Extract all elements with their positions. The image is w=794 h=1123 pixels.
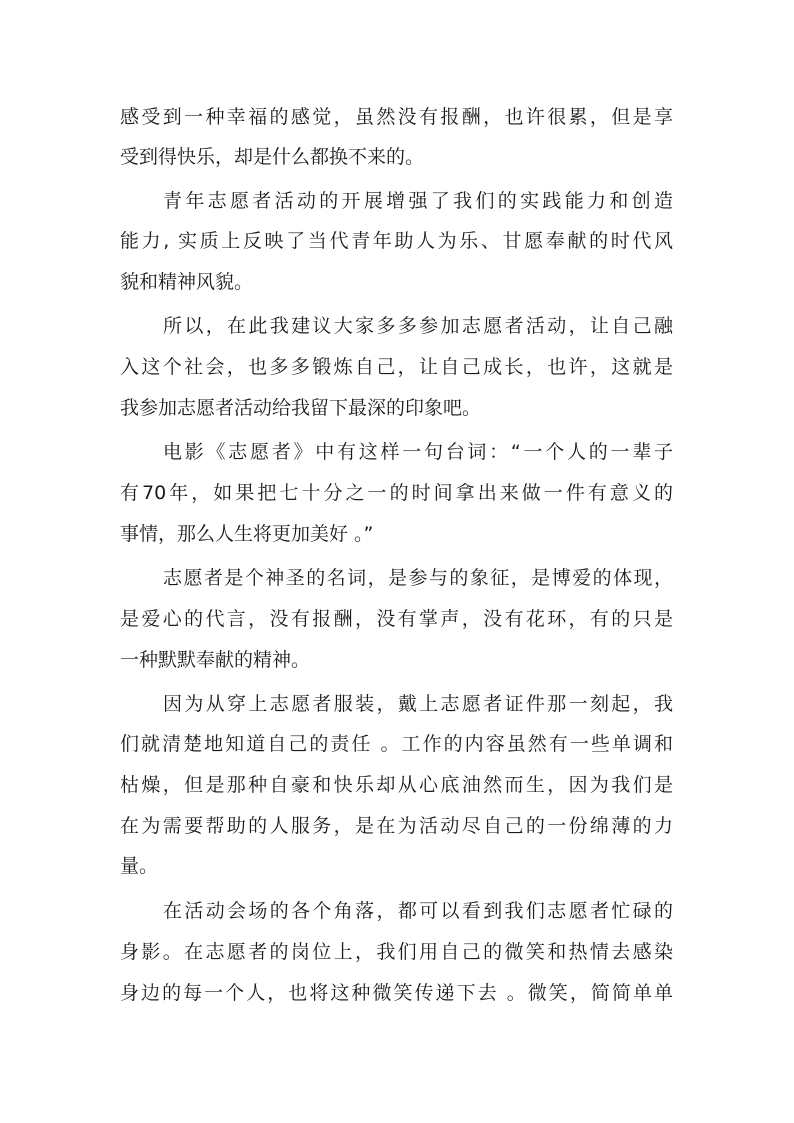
text-line: 有70年，如果把七十分之一的时间拿出来做一件有意义的 xyxy=(120,482,673,504)
text-line: 事情，那么人生将更加美好 。” xyxy=(120,523,374,545)
text-line: 因为从穿上志愿者服装，戴上志愿者证件那一刻起，我 xyxy=(163,693,673,715)
text-line: 受到得快乐，却是什么都换不来的。 xyxy=(120,146,425,168)
text-line: 在活动会场的各个角落，都可以看到我们志愿者忙碌的 xyxy=(163,900,673,922)
text-line: 电影《志愿者》中有这样一句台词：“一个人的一辈子 xyxy=(163,441,673,463)
text-line: 所以，在此我建议大家多多参加志愿者活动，让自己融 xyxy=(163,315,673,337)
text-line: 枯燥，但是那种自豪和快乐却从心底油然而生，因为我们是 xyxy=(120,774,673,796)
text-line: 量。 xyxy=(120,855,159,877)
text-line: 是爱心的代言，没有报酬，没有掌声，没有花环，有的只是 xyxy=(120,608,673,630)
text-line: 们就清楚地知道自己的责任 。工作的内容虽然有一些单调和 xyxy=(120,733,673,755)
text-line: 一种默默奉献的精神。 xyxy=(120,649,311,671)
text-line: 身影。在志愿者的岗位上，我们用自己的微笑和热情去感染 xyxy=(120,941,673,963)
text-line: 感受到一种幸福的感觉，虽然没有报酬，也许很累，但是享 xyxy=(120,106,673,128)
text-line: 青年志愿者活动的开展增强了我们的实践能力和创造 xyxy=(163,190,673,212)
text-line: 我参加志愿者活动给我留下最深的印象吧。 xyxy=(120,397,482,419)
text-line: 入这个社会，也多多锻炼自己，让自己成长，也许，这就是 xyxy=(120,356,673,378)
text-line: 志愿者是个神圣的名词，是参与的象征，是博爱的体现， xyxy=(163,567,673,589)
text-line: 身边的每一个人，也将这种微笑传递下去 。微笑，简简单单 xyxy=(120,982,673,1004)
text-line: 貌和精神风貌。 xyxy=(120,271,254,293)
text-line: 在为需要帮助的人服务，是在为活动尽自己的一份绵薄的力 xyxy=(120,815,673,837)
text-line: 能力, 实质上反映了当代青年助人为乐、甘愿奉献的时代风 xyxy=(120,230,673,252)
